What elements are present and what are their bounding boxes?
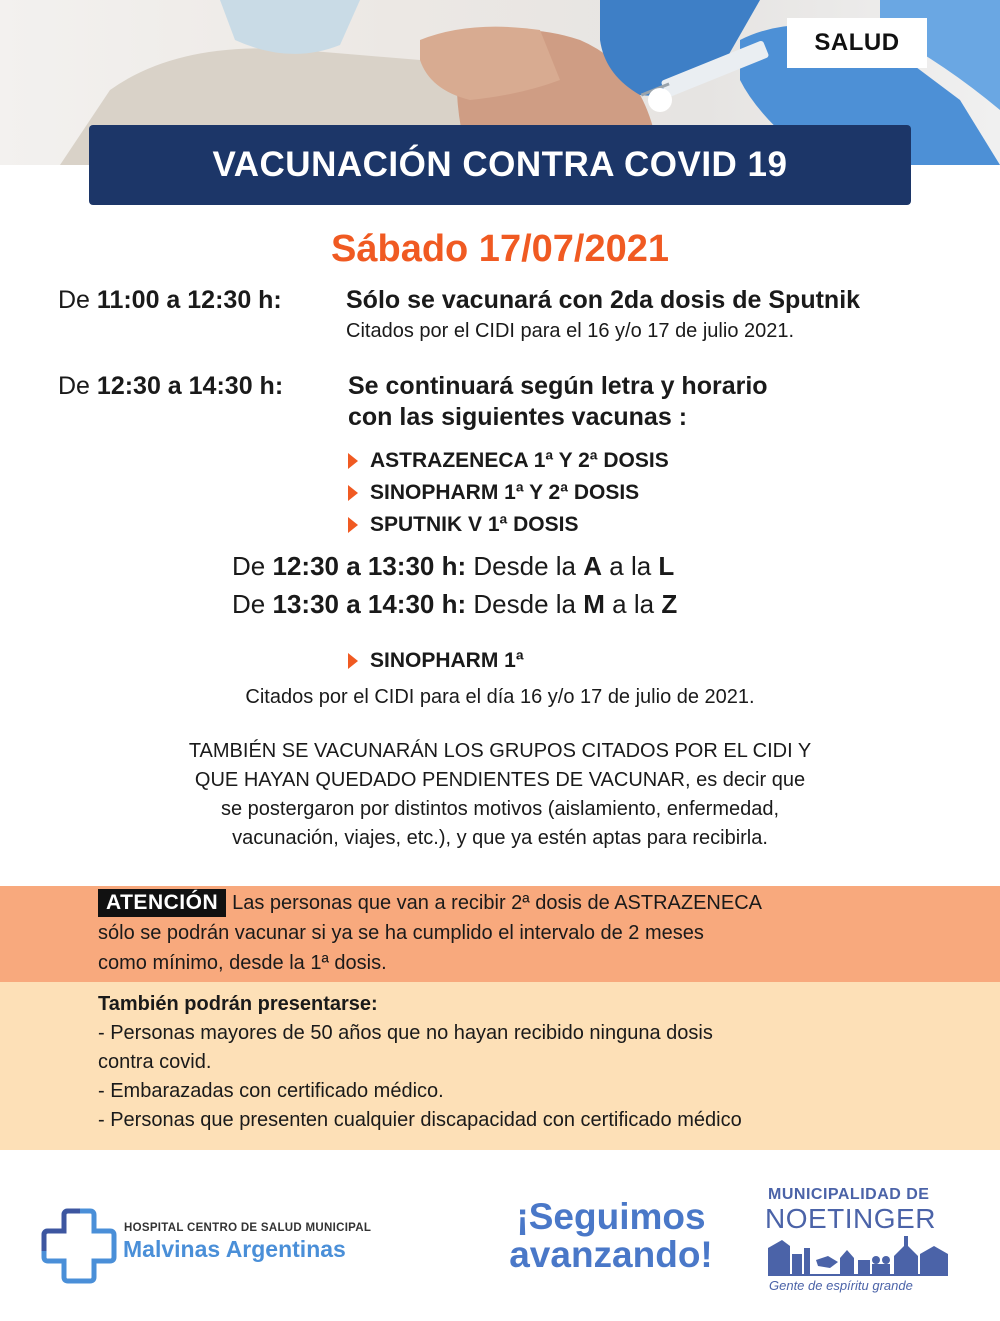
slogan-line: avanzando!	[509, 1234, 713, 1275]
letter-slot-1	[232, 551, 674, 582]
municipality-slogan: Gente de espíritu grande	[769, 1278, 913, 1293]
slot-prefix: De	[232, 551, 266, 581]
letter-slot-2	[232, 589, 677, 620]
slot-text: Desde la	[473, 589, 577, 619]
vaccine-item	[348, 449, 669, 473]
paragraph-line: TAMBIÉN SE VACUNARÁN LOS GRUPOS CITADOS POR EL CIDI Y	[188, 740, 812, 762]
slot-text: a la	[612, 589, 655, 619]
municipality-label: MUNICIPALIDAD DE	[768, 1186, 930, 1203]
paragraph-line: se postergaron por distintos motivos (aislamiento, enfermedad,	[220, 798, 780, 820]
section-tag: SALUD	[787, 18, 927, 68]
slot-letter-to: Z	[661, 589, 678, 619]
schedule-text-2b: con las siguientes vacunas :	[348, 403, 688, 431]
slot-text: a la	[609, 551, 652, 581]
hospital-cross-logo	[40, 1207, 118, 1285]
paragraph-line: vacunación, viajes, etc.), y que ya estén aptas para recibirla.	[232, 827, 768, 849]
arrow-right-icon	[348, 485, 358, 501]
attention-line: Las personas que van a recibir 2ª dosis de ASTRAZENECA	[232, 892, 762, 914]
slot-letter-from: A	[583, 551, 603, 581]
schedule-time-2	[58, 372, 283, 401]
slot-letter-from: M	[583, 589, 605, 619]
vaccine-item	[348, 513, 578, 537]
time-prefix: De	[58, 286, 90, 314]
schedule-note-1: Citados por el CIDI para el 16 y/o 17 de julio 2021.	[346, 320, 795, 342]
also-line: - Personas mayores de 50 años que no hayan recibido ninguna dosis	[98, 1022, 713, 1044]
info-paragraph	[100, 737, 900, 853]
also-line: contra covid.	[98, 1051, 212, 1073]
extra-note: Citados por el CIDI para el día 16 y/o 17 de julio de 2021.	[245, 686, 755, 708]
town-skyline-logo	[768, 1236, 948, 1276]
slot-prefix: De	[232, 589, 266, 619]
attention-line: sólo se podrán vacunar si ya se ha cumplido el intervalo de 2 meses	[98, 922, 704, 944]
schedule-text-2a: Se continuará según letra y horario	[348, 372, 768, 400]
attention-text	[98, 886, 918, 978]
arrow-right-icon	[348, 453, 358, 469]
slogan-line: ¡Seguimos	[516, 1196, 706, 1237]
vaccine-label: SINOPHARM 1ª	[370, 649, 524, 672]
also-line: - Embarazadas con certificado médico.	[98, 1080, 444, 1102]
arrow-right-icon	[348, 517, 358, 533]
schedule-text-1: Sólo se vacunará con 2da dosis de Sputnik	[346, 286, 861, 314]
schedule-time-1	[58, 286, 282, 315]
vaccine-label: SINOPHARM 1ª Y 2ª DOSIS	[370, 481, 640, 504]
vaccine-label: ASTRAZENECA 1ª Y 2ª DOSIS	[370, 449, 669, 472]
hospital-subtitle: HOSPITAL CENTRO DE SALUD MUNICIPAL	[124, 1222, 372, 1234]
vaccine-label: SPUTNIK V 1ª DOSIS	[370, 513, 579, 536]
attention-label: ATENCIÓN	[98, 889, 226, 917]
vaccine-item	[348, 481, 639, 505]
also-line: - Personas que presenten cualquier discapacidad con certificado médico	[98, 1109, 742, 1131]
campaign-slogan	[476, 1198, 746, 1274]
time-prefix: De	[58, 372, 90, 400]
vaccine-item-extra	[348, 649, 524, 673]
slot-text: Desde la	[473, 551, 577, 581]
also-text	[98, 990, 938, 1135]
time-range: 11:00 a 12:30 h:	[96, 286, 282, 314]
attention-line: como mínimo, desde la 1ª dosis.	[98, 952, 387, 974]
arrow-right-icon	[348, 653, 358, 669]
slot-time: 12:30 a 13:30 h:	[272, 551, 467, 581]
time-range: 12:30 a 14:30 h:	[96, 372, 284, 400]
page-title: VACUNACIÓN CONTRA COVID 19	[89, 125, 911, 205]
paragraph-line: QUE HAYAN QUEDADO PENDIENTES DE VACUNAR, es decir que	[194, 769, 806, 791]
slot-letter-to: L	[658, 551, 675, 581]
also-heading: También podrán presentarse:	[98, 993, 378, 1015]
municipality-name: NOETINGER	[765, 1203, 936, 1234]
event-date: Sábado 17/07/2021	[331, 228, 669, 270]
hospital-name: Malvinas Argentinas	[123, 1236, 346, 1262]
slot-time: 13:30 a 14:30 h:	[272, 589, 467, 619]
